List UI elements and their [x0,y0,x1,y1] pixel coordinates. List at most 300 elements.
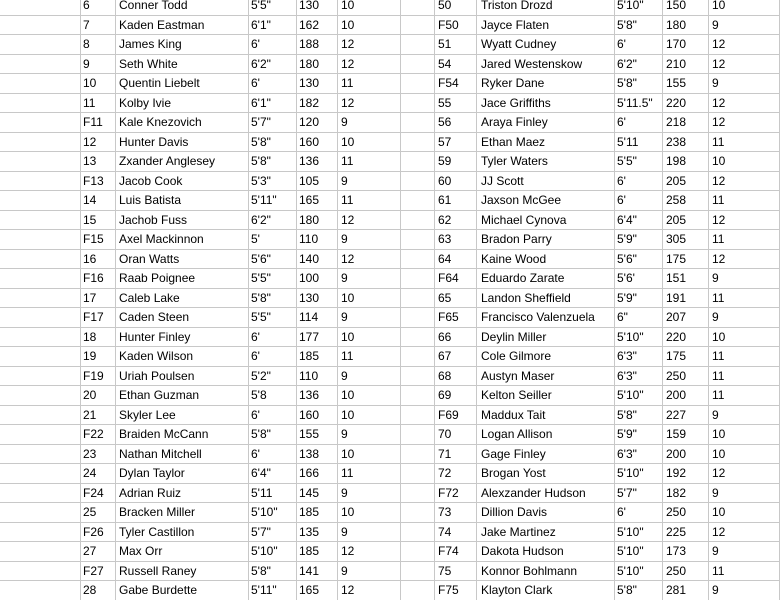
player-height-cell[interactable]: 5'11 [617,135,639,149]
player-name-cell[interactable]: Axel Mackinnon [119,232,204,246]
player-number-cell[interactable]: 17 [83,291,97,305]
player-weight-cell[interactable]: 177 [299,330,320,344]
player-weight-cell[interactable]: 250 [666,369,687,383]
player-weight-cell[interactable]: 173 [666,544,687,558]
player-grade-cell[interactable]: 10 [712,330,726,344]
player-name-cell[interactable]: Deylin Miller [481,330,547,344]
player-weight-cell[interactable]: 220 [666,96,687,110]
player-name-cell[interactable]: Cole Gilmore [481,349,552,363]
player-weight-cell[interactable]: 281 [666,583,687,597]
player-name-cell[interactable]: Kaden Wilson [119,349,194,363]
player-weight-cell[interactable]: 185 [299,349,320,363]
player-weight-cell[interactable]: 155 [299,427,320,441]
player-weight-cell[interactable]: 130 [299,291,320,305]
player-weight-cell[interactable]: 105 [299,174,320,188]
player-number-cell[interactable]: 18 [83,330,97,344]
player-name-cell[interactable]: Hunter Davis [119,135,189,149]
player-weight-cell[interactable]: 136 [299,154,320,168]
player-height-cell[interactable]: 6' [617,37,626,51]
player-number-cell[interactable]: 67 [438,349,452,363]
player-weight-cell[interactable]: 191 [666,291,687,305]
player-height-cell[interactable]: 5'9" [617,232,637,246]
player-name-cell[interactable]: Max Orr [119,544,163,558]
player-number-cell[interactable]: 7 [83,18,90,32]
player-grade-cell[interactable]: 9 [341,174,348,188]
player-weight-cell[interactable]: 205 [666,174,687,188]
player-name-cell[interactable]: Logan Allison [481,427,553,441]
player-name-cell[interactable]: Kelton Seiller [481,388,552,402]
player-grade-cell[interactable]: 12 [712,466,726,480]
player-number-cell[interactable]: 56 [438,115,452,129]
player-grade-cell[interactable]: 9 [341,525,348,539]
player-grade-cell[interactable]: 11 [341,193,354,207]
player-grade-cell[interactable]: 12 [341,57,355,71]
player-number-cell[interactable]: F13 [83,174,104,188]
player-name-cell[interactable]: Wyatt Cudney [481,37,557,51]
player-height-cell[interactable]: 5'8" [617,76,637,90]
player-weight-cell[interactable]: 198 [666,154,687,168]
player-number-cell[interactable]: 66 [438,330,452,344]
player-height-cell[interactable]: 5'10" [251,505,278,519]
player-grade-cell[interactable]: 10 [712,154,726,168]
player-number-cell[interactable]: F17 [83,310,104,324]
player-number-cell[interactable]: 75 [438,564,452,578]
player-name-cell[interactable]: Quentin Liebelt [119,76,200,90]
player-grade-cell[interactable]: 9 [712,18,719,32]
player-number-cell[interactable]: 68 [438,369,452,383]
player-number-cell[interactable]: F64 [438,271,459,285]
player-grade-cell[interactable]: 12 [712,174,726,188]
player-name-cell[interactable]: Klayton Clark [481,583,553,597]
player-name-cell[interactable]: Adrian Ruiz [119,486,182,500]
player-weight-cell[interactable]: 250 [666,505,687,519]
player-number-cell[interactable]: 71 [438,447,452,461]
player-weight-cell[interactable]: 120 [299,115,320,129]
player-name-cell[interactable]: Kaden Eastman [119,18,205,32]
player-weight-cell[interactable]: 145 [299,486,320,500]
player-grade-cell[interactable]: 11 [341,76,354,90]
player-weight-cell[interactable]: 185 [299,505,320,519]
player-height-cell[interactable]: 6'2" [251,213,271,227]
player-weight-cell[interactable]: 210 [666,57,687,71]
player-name-cell[interactable]: Alexzander Hudson [481,486,586,500]
player-name-cell[interactable]: Jayce Flaten [481,18,550,32]
player-name-cell[interactable]: Bradon Parry [481,232,552,246]
player-weight-cell[interactable]: 218 [666,115,687,129]
player-weight-cell[interactable]: 100 [299,271,320,285]
player-number-cell[interactable]: 73 [438,505,452,519]
player-weight-cell[interactable]: 220 [666,330,687,344]
player-name-cell[interactable]: Gabe Burdette [119,583,198,597]
player-number-cell[interactable]: 27 [83,544,97,558]
player-number-cell[interactable]: 62 [438,213,452,227]
player-height-cell[interactable]: 5'11" [251,193,277,207]
player-number-cell[interactable]: 57 [438,135,452,149]
player-name-cell[interactable]: James King [119,37,182,51]
player-number-cell[interactable]: F50 [438,18,459,32]
player-name-cell[interactable]: Ethan Guzman [119,388,200,402]
player-grade-cell[interactable]: 11 [712,232,725,246]
player-height-cell[interactable]: 6' [617,193,626,207]
player-name-cell[interactable]: Michael Cynova [481,213,567,227]
player-number-cell[interactable]: 50 [438,0,452,12]
player-height-cell[interactable]: 6' [251,408,260,422]
player-grade-cell[interactable]: 12 [712,252,726,266]
player-grade-cell[interactable]: 12 [341,213,355,227]
player-grade-cell[interactable]: 11 [712,369,725,383]
player-grade-cell[interactable]: 12 [341,96,355,110]
player-height-cell[interactable]: 6'3" [617,369,637,383]
player-height-cell[interactable]: 6'4" [251,466,271,480]
player-name-cell[interactable]: Braiden McCann [119,427,209,441]
player-number-cell[interactable]: F26 [83,525,104,539]
player-name-cell[interactable]: Zxander Anglesey [119,154,216,168]
player-weight-cell[interactable]: 130 [299,76,320,90]
player-height-cell[interactable]: 6'4" [617,213,637,227]
player-grade-cell[interactable]: 12 [341,37,355,51]
player-number-cell[interactable]: 21 [83,408,97,422]
player-name-cell[interactable]: Kaine Wood [481,252,547,266]
player-name-cell[interactable]: Kale Knezovich [119,115,202,129]
player-name-cell[interactable]: Jace Griffiths [481,96,551,110]
player-number-cell[interactable]: F69 [438,408,459,422]
player-height-cell[interactable]: 5'9" [617,427,637,441]
player-weight-cell[interactable]: 141 [299,564,320,578]
player-height-cell[interactable]: 6'3" [617,349,637,363]
player-weight-cell[interactable]: 155 [666,76,687,90]
player-name-cell[interactable]: Jake Martinez [481,525,556,539]
player-weight-cell[interactable]: 250 [666,564,687,578]
player-height-cell[interactable]: 5'11" [251,583,277,597]
player-height-cell[interactable]: 5'10" [617,0,644,12]
player-number-cell[interactable]: 70 [438,427,452,441]
player-grade-cell[interactable]: 10 [712,505,726,519]
player-grade-cell[interactable]: 11 [341,466,354,480]
player-name-cell[interactable]: Oran Watts [119,252,180,266]
player-name-cell[interactable]: Araya Finley [481,115,548,129]
player-number-cell[interactable]: F27 [83,564,104,578]
player-height-cell[interactable]: 5'5" [251,0,271,12]
player-grade-cell[interactable]: 9 [712,486,719,500]
player-grade-cell[interactable]: 10 [341,330,355,344]
player-height-cell[interactable]: 6' [251,76,260,90]
player-number-cell[interactable]: F74 [438,544,459,558]
player-grade-cell[interactable]: 9 [341,486,348,500]
player-weight-cell[interactable]: 175 [666,252,687,266]
player-name-cell[interactable]: Bracken Miller [119,505,196,519]
player-weight-cell[interactable]: 114 [299,310,319,324]
player-name-cell[interactable]: JJ Scott [481,174,524,188]
player-number-cell[interactable]: 19 [83,349,97,363]
player-number-cell[interactable]: 16 [83,252,97,266]
player-height-cell[interactable]: 6' [251,447,260,461]
player-weight-cell[interactable]: 225 [666,525,687,539]
player-height-cell[interactable]: 5'8" [617,583,637,597]
player-weight-cell[interactable]: 160 [299,408,320,422]
player-number-cell[interactable]: 13 [83,154,97,168]
player-grade-cell[interactable]: 11 [712,135,725,149]
player-name-cell[interactable]: Russell Raney [119,564,197,578]
player-grade-cell[interactable]: 12 [341,252,355,266]
player-height-cell[interactable]: 5'5" [251,271,271,285]
player-number-cell[interactable]: 60 [438,174,452,188]
player-weight-cell[interactable]: 130 [299,0,320,12]
player-height-cell[interactable]: 5'8" [251,427,271,441]
player-weight-cell[interactable]: 110 [299,369,319,383]
player-weight-cell[interactable]: 170 [666,37,687,51]
player-height-cell[interactable]: 5'10" [617,544,644,558]
player-height-cell[interactable]: 6'1" [251,18,271,32]
player-number-cell[interactable]: F65 [438,310,459,324]
player-number-cell[interactable]: 24 [83,466,97,480]
player-weight-cell[interactable]: 165 [299,583,320,597]
player-name-cell[interactable]: Hunter Finley [119,330,191,344]
player-grade-cell[interactable]: 12 [712,57,726,71]
player-name-cell[interactable]: Jachob Fuss [119,213,188,227]
player-grade-cell[interactable]: 12 [712,115,726,129]
player-weight-cell[interactable]: 110 [299,232,319,246]
player-name-cell[interactable]: Gage Finley [481,447,546,461]
player-number-cell[interactable]: 10 [83,76,97,90]
player-number-cell[interactable]: F54 [438,76,459,90]
player-height-cell[interactable]: 5'7" [251,525,271,539]
player-number-cell[interactable]: 6 [83,0,90,12]
player-number-cell[interactable]: 59 [438,154,452,168]
player-weight-cell[interactable]: 185 [299,544,320,558]
player-number-cell[interactable]: 55 [438,96,452,110]
player-name-cell[interactable]: Konnor Bohlmann [481,564,578,578]
player-height-cell[interactable]: 5'10" [617,330,644,344]
player-grade-cell[interactable]: 11 [712,193,725,207]
player-height-cell[interactable]: 5'8 [251,388,267,402]
player-weight-cell[interactable]: 162 [299,18,320,32]
player-number-cell[interactable]: 8 [83,37,90,51]
player-weight-cell[interactable]: 138 [299,447,320,461]
player-grade-cell[interactable]: 9 [712,408,719,422]
player-name-cell[interactable]: Dylan Taylor [119,466,185,480]
player-grade-cell[interactable]: 10 [341,18,355,32]
player-weight-cell[interactable]: 166 [299,466,320,480]
player-weight-cell[interactable]: 165 [299,193,320,207]
player-grade-cell[interactable]: 9 [341,232,348,246]
player-grade-cell[interactable]: 10 [712,447,726,461]
player-height-cell[interactable]: 6' [617,115,626,129]
player-number-cell[interactable]: F11 [83,115,103,129]
player-height-cell[interactable]: 5'8" [251,135,271,149]
player-number-cell[interactable]: F72 [438,486,459,500]
player-height-cell[interactable]: 5'10" [617,466,644,480]
player-number-cell[interactable]: 28 [83,583,97,597]
player-weight-cell[interactable]: 151 [666,271,687,285]
player-height-cell[interactable]: 5'11 [251,486,273,500]
player-name-cell[interactable]: Kolby Ivie [119,96,172,110]
player-height-cell[interactable]: 6'2" [251,57,271,71]
player-number-cell[interactable]: 11 [83,96,96,110]
player-height-cell[interactable]: 5'7" [617,486,637,500]
player-number-cell[interactable]: 25 [83,505,97,519]
player-name-cell[interactable]: Jaxson McGee [481,193,562,207]
player-number-cell[interactable]: F19 [83,369,104,383]
player-name-cell[interactable]: Skyler Lee [119,408,176,422]
player-grade-cell[interactable]: 12 [341,583,355,597]
player-name-cell[interactable]: Dillion Davis [481,505,548,519]
player-number-cell[interactable]: 61 [438,193,452,207]
player-grade-cell[interactable]: 10 [341,388,355,402]
player-weight-cell[interactable]: 200 [666,388,687,402]
player-grade-cell[interactable]: 9 [341,369,348,383]
player-name-cell[interactable]: Caden Steen [119,310,190,324]
player-name-cell[interactable]: Ethan Maez [481,135,546,149]
player-number-cell[interactable]: 9 [83,57,90,71]
player-name-cell[interactable]: Seth White [119,57,178,71]
player-number-cell[interactable]: F22 [83,427,104,441]
player-grade-cell[interactable]: 10 [712,427,726,441]
player-height-cell[interactable]: 6' [251,330,260,344]
player-name-cell[interactable]: Ryker Dane [481,76,545,90]
player-height-cell[interactable]: 6" [617,310,628,324]
player-height-cell[interactable]: 6' [251,37,260,51]
player-grade-cell[interactable]: 11 [712,291,725,305]
player-height-cell[interactable]: 5'6' [617,271,635,285]
player-grade-cell[interactable]: 9 [712,76,719,90]
player-weight-cell[interactable]: 182 [299,96,320,110]
player-height-cell[interactable]: 5'10" [617,525,644,539]
player-height-cell[interactable]: 5' [251,232,260,246]
player-grade-cell[interactable]: 9 [341,564,348,578]
player-weight-cell[interactable]: 180 [666,18,687,32]
player-height-cell[interactable]: 6'1" [251,96,271,110]
player-height-cell[interactable]: 6' [617,505,626,519]
player-name-cell[interactable]: Francisco Valenzuela [481,310,595,324]
player-grade-cell[interactable]: 12 [712,213,726,227]
player-height-cell[interactable]: 6'2" [617,57,637,71]
player-weight-cell[interactable]: 180 [299,213,320,227]
player-weight-cell[interactable]: 136 [299,388,320,402]
player-number-cell[interactable]: F16 [83,271,104,285]
player-grade-cell[interactable]: 10 [341,291,355,305]
player-height-cell[interactable]: 5'9" [617,291,637,305]
player-grade-cell[interactable]: 12 [712,37,726,51]
player-number-cell[interactable]: F75 [438,583,459,597]
player-number-cell[interactable]: 63 [438,232,452,246]
player-height-cell[interactable]: 5'5" [617,154,637,168]
player-name-cell[interactable]: Austyn Maser [481,369,555,383]
player-grade-cell[interactable]: 9 [341,310,348,324]
player-height-cell[interactable]: 5'6" [617,252,637,266]
player-weight-cell[interactable]: 238 [666,135,687,149]
player-height-cell[interactable]: 5'2" [251,369,271,383]
player-height-cell[interactable]: 5'8" [251,564,271,578]
player-name-cell[interactable]: Jacob Cook [119,174,183,188]
player-weight-cell[interactable]: 140 [299,252,320,266]
player-number-cell[interactable]: 74 [438,525,452,539]
player-weight-cell[interactable]: 159 [666,427,687,441]
player-number-cell[interactable]: 12 [83,135,97,149]
player-number-cell[interactable]: 69 [438,388,452,402]
player-height-cell[interactable]: 5'8" [251,154,271,168]
player-number-cell[interactable]: 64 [438,252,452,266]
player-grade-cell[interactable]: 9 [712,544,719,558]
player-height-cell[interactable]: 6' [251,349,260,363]
player-name-cell[interactable]: Uriah Poulsen [119,369,195,383]
player-height-cell[interactable]: 5'7" [251,115,271,129]
player-grade-cell[interactable]: 9 [341,427,348,441]
player-weight-cell[interactable]: 192 [666,466,687,480]
player-height-cell[interactable]: 5'10" [617,564,644,578]
player-weight-cell[interactable]: 182 [666,486,687,500]
player-weight-cell[interactable]: 160 [299,135,320,149]
player-grade-cell[interactable]: 10 [341,135,355,149]
player-grade-cell[interactable]: 12 [712,96,726,110]
player-grade-cell[interactable]: 9 [341,271,348,285]
player-name-cell[interactable]: Eduardo Zarate [481,271,565,285]
player-weight-cell[interactable]: 205 [666,213,687,227]
player-name-cell[interactable]: Caleb Lake [119,291,180,305]
player-number-cell[interactable]: F24 [83,486,104,500]
player-number-cell[interactable]: 51 [438,37,452,51]
player-height-cell[interactable]: 5'8" [617,408,637,422]
player-weight-cell[interactable]: 150 [666,0,687,12]
player-number-cell[interactable]: F15 [83,232,104,246]
player-weight-cell[interactable]: 200 [666,447,687,461]
player-weight-cell[interactable]: 227 [666,408,687,422]
player-height-cell[interactable]: 6'3" [617,447,637,461]
player-height-cell[interactable]: 5'11.5" [617,96,653,110]
player-height-cell[interactable]: 6' [617,174,626,188]
player-height-cell[interactable]: 5'8" [617,18,637,32]
player-name-cell[interactable]: Maddux Tait [481,408,546,422]
player-name-cell[interactable]: Raab Poignee [119,271,196,285]
player-height-cell[interactable]: 5'8" [251,291,271,305]
player-number-cell[interactable]: 15 [83,213,97,227]
player-name-cell[interactable]: Landon Sheffield [481,291,571,305]
player-grade-cell[interactable]: 9 [712,271,719,285]
player-height-cell[interactable]: 5'6" [251,252,271,266]
player-weight-cell[interactable]: 175 [666,349,687,363]
player-number-cell[interactable]: 23 [83,447,97,461]
player-height-cell[interactable]: 5'10" [251,544,278,558]
player-number-cell[interactable]: 65 [438,291,452,305]
player-number-cell[interactable]: 54 [438,57,452,71]
player-grade-cell[interactable]: 11 [341,349,354,363]
player-weight-cell[interactable]: 305 [666,232,687,246]
player-grade-cell[interactable]: 11 [712,564,725,578]
player-grade-cell[interactable]: 9 [712,583,719,597]
player-weight-cell[interactable]: 258 [666,193,687,207]
player-weight-cell[interactable]: 135 [299,525,320,539]
player-height-cell[interactable]: 5'5" [251,310,271,324]
player-number-cell[interactable]: 14 [83,193,97,207]
player-weight-cell[interactable]: 207 [666,310,687,324]
player-name-cell[interactable]: Dakota Hudson [481,544,564,558]
player-grade-cell[interactable]: 11 [341,154,354,168]
player-name-cell[interactable]: Nathan Mitchell [119,447,202,461]
player-grade-cell[interactable]: 9 [712,310,719,324]
player-name-cell[interactable]: Triston Drozd [481,0,553,12]
player-number-cell[interactable]: 72 [438,466,452,480]
player-grade-cell[interactable]: 11 [712,349,725,363]
player-name-cell[interactable]: Jared Westenskow [481,57,583,71]
player-name-cell[interactable]: Luis Batista [119,193,182,207]
player-number-cell[interactable]: 20 [83,388,97,402]
player-weight-cell[interactable]: 188 [299,37,320,51]
player-height-cell[interactable]: 5'10" [617,388,644,402]
player-grade-cell[interactable]: 10 [341,408,355,422]
player-grade-cell[interactable]: 9 [341,115,348,129]
player-grade-cell[interactable]: 12 [712,525,726,539]
player-grade-cell[interactable]: 10 [341,0,355,12]
player-grade-cell[interactable]: 12 [341,544,355,558]
